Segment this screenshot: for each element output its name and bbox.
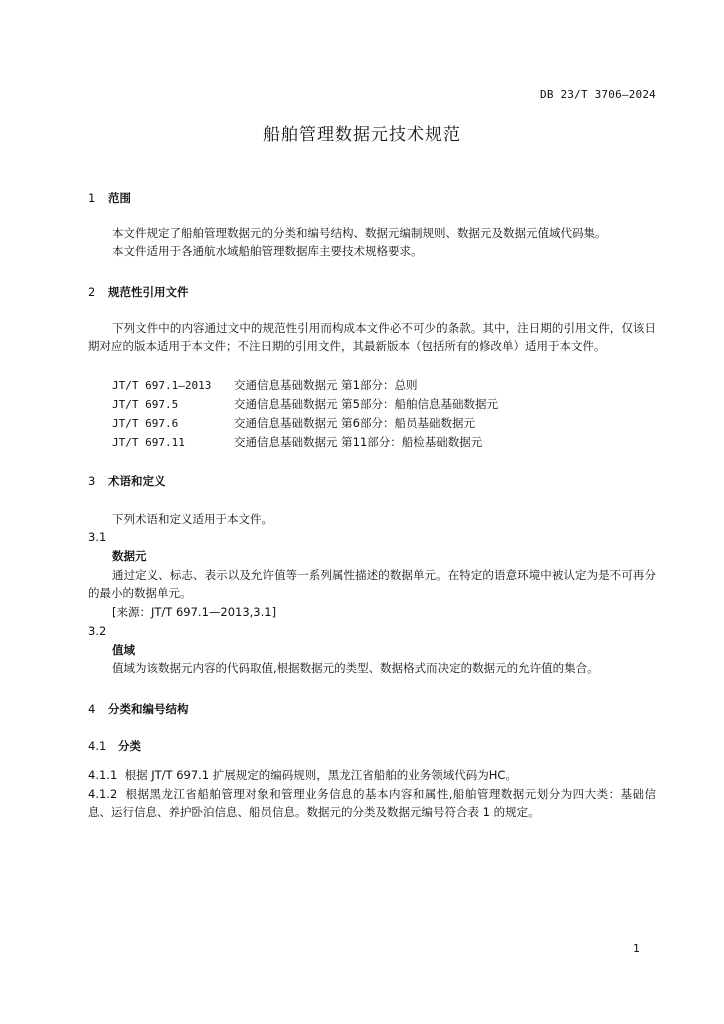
section-4-heading xyxy=(88,701,189,717)
section-number: 2 xyxy=(88,285,96,299)
clause-text: 根据黑龙江省船舶管理对象和管理业务信息的基本内容和属性,船舶管理数据元划分为四大类：基础信息、运行信息、养护卧泊信息、船员信息。数据元的分类及数据元编号符合表 1 的规定。 xyxy=(88,787,657,819)
section-3-heading xyxy=(88,473,166,489)
term-name: 值域 xyxy=(112,643,135,657)
clause-number: 4.1.2 xyxy=(88,787,118,801)
page-number: 1 xyxy=(633,942,640,955)
reference-row xyxy=(112,415,475,431)
reference-code: JT/T 697.5 xyxy=(112,398,179,411)
document-title: 船舶管理数据元技术规范 xyxy=(263,125,461,145)
reference-row xyxy=(112,434,482,450)
section-title: 范围 xyxy=(108,191,131,205)
subsection-title: 分类 xyxy=(118,739,141,753)
subsection-number: 4.1 xyxy=(88,739,107,753)
term-source: [来源：JT/T 697.1—2013,3.1] xyxy=(112,605,277,619)
section-2-heading xyxy=(88,284,189,300)
term-name: 数据元 xyxy=(112,549,147,563)
section-title: 术语和定义 xyxy=(108,474,166,488)
reference-title: 交通信息基础数据元 第1部分：总则 xyxy=(234,378,418,392)
term-number: 3.1 xyxy=(88,530,107,544)
reference-title: 交通信息基础数据元 第11部分：船检基础数据元 xyxy=(234,435,483,449)
terms-intro: 下列术语和定义适用于本文件。 xyxy=(112,512,273,526)
standard-code: DB 23/T 3706—2024 xyxy=(540,88,656,101)
section-title: 规范性引用文件 xyxy=(108,285,189,299)
reference-code: JT/T 697.1—2013 xyxy=(112,379,212,392)
reference-code: JT/T 697.11 xyxy=(112,436,185,449)
reference-title: 交通信息基础数据元 第6部分：船员基础数据元 xyxy=(234,416,475,430)
reference-row xyxy=(112,396,498,412)
clause-4-1-2 xyxy=(88,785,656,821)
section-title: 分类和编号结构 xyxy=(108,702,189,716)
reference-title: 交通信息基础数据元 第5部分：船舶信息基础数据元 xyxy=(234,397,498,411)
scope-paragraph-2: 本文件适用于各通航水域船舶管理数据库主要技术规格要求。 xyxy=(112,244,423,258)
reference-row xyxy=(112,377,417,393)
term-number: 3.2 xyxy=(88,624,107,638)
clause-text: 根据 JT/T 697.1 扩展规定的编码规则，黑龙江省船舶的业务领域代码为HC。 xyxy=(124,768,517,782)
reference-code: JT/T 697.6 xyxy=(112,417,179,430)
section-1-heading xyxy=(88,190,131,206)
section-number: 4 xyxy=(88,702,96,716)
subsection-4-1-heading xyxy=(88,738,141,754)
clause-number: 4.1.1 xyxy=(88,768,118,782)
section-number: 3 xyxy=(88,474,96,488)
clause-4-1-1 xyxy=(88,766,656,784)
term-definition: 值域为该数据元内容的代码取值,根据数据元的类型、数据格式而决定的数据元的允许值的集合。 xyxy=(112,661,599,675)
scope-paragraph-1: 本文件规定了船舶管理数据元的分类和编号结构、数据元编制规则、数据元及数据元值域代码集。 xyxy=(112,226,607,240)
term-definition: 通过定义、标志、表示以及允许值等一系列属性描述的数据单元。在特定的语意环境中被认定为是不可再分的最小的数据单元。 xyxy=(88,568,656,600)
section-number: 1 xyxy=(88,191,96,205)
normative-references-intro: 下列文件中的内容通过文中的规范性引用而构成本文件必不可少的条款。其中，注日期的引用文件，仅该日期对应的版本适用于本文件；不注日期的引用文件，其最新版本（包括所有的修改单）适用于本文件。 xyxy=(88,321,656,353)
